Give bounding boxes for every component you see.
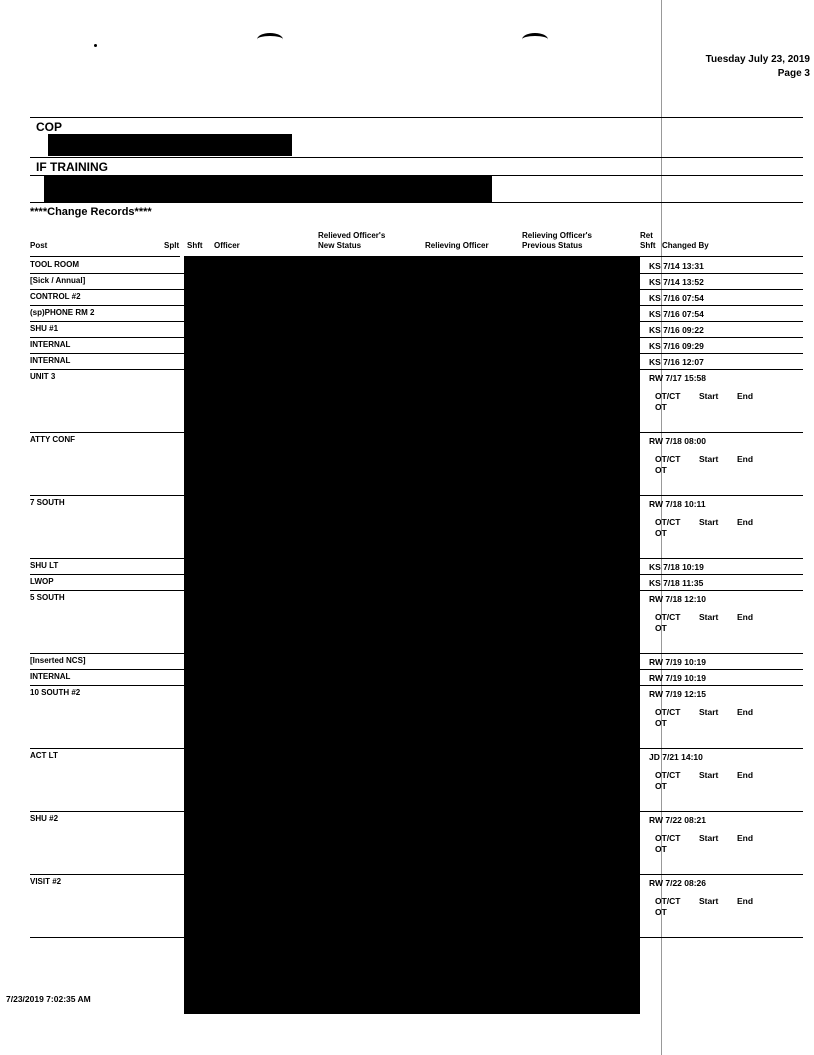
header-rule xyxy=(640,256,803,257)
ot-label-end: End xyxy=(737,707,754,717)
row-changed-by: RW 7/18 10:11 xyxy=(649,499,706,509)
ot-label-otct: OT/CT xyxy=(655,707,681,717)
row-divider xyxy=(640,669,803,670)
ot-ct-line xyxy=(655,454,767,465)
ot-label-otct: OT/CT xyxy=(655,454,681,464)
divider xyxy=(30,157,803,158)
ot-label-ot: OT xyxy=(655,528,667,538)
ot-label-ot: OT xyxy=(655,844,667,854)
col-header-line: Previous Status xyxy=(522,241,583,250)
redaction-block xyxy=(48,134,292,156)
ot-label-start: Start xyxy=(699,770,719,780)
ot-label-otct: OT/CT xyxy=(655,612,681,622)
col-header-line: Relieved Officer's xyxy=(318,231,386,240)
row-changed-by: KS 7/16 07:54 xyxy=(649,309,704,319)
row-divider xyxy=(640,321,803,322)
row-changed-by: KS 7/14 13:31 xyxy=(649,261,704,271)
ot-label-otct: OT/CT xyxy=(655,770,681,780)
row-post: TOOL ROOM xyxy=(30,260,80,269)
row-divider xyxy=(30,574,184,575)
col-header-shft: Shft xyxy=(187,241,203,250)
ot-label-ot: OT xyxy=(655,907,667,917)
row-divider xyxy=(30,305,184,306)
report-header xyxy=(706,53,810,81)
row-post: ATTY CONF xyxy=(30,435,76,444)
row-post: [Inserted NCS] xyxy=(30,656,86,665)
row-divider xyxy=(640,685,803,686)
ot-ct-block xyxy=(655,517,767,539)
row-divider xyxy=(640,874,803,875)
ot-label-ot: OT xyxy=(655,781,667,791)
row-divider xyxy=(30,558,184,559)
col-header-line: Relieving Officer's xyxy=(522,231,592,240)
ot-label-start: Start xyxy=(699,454,719,464)
col-header-ret-shft xyxy=(640,231,656,251)
row-divider xyxy=(30,337,184,338)
header-rule xyxy=(30,256,180,257)
ot-label-end: End xyxy=(737,896,754,906)
row-divider xyxy=(640,305,803,306)
row-divider xyxy=(30,653,184,654)
ot-ct-line xyxy=(655,391,767,402)
row-divider xyxy=(640,495,803,496)
row-divider xyxy=(30,369,184,370)
ot-label-otct: OT/CT xyxy=(655,833,681,843)
ot-label-ot: OT xyxy=(655,718,667,728)
row-changed-by: RW 7/19 12:15 xyxy=(649,689,707,699)
row-post: UNIT 3 xyxy=(30,372,56,381)
col-header-relieving-officer: Relieving Officer xyxy=(425,241,489,250)
ot-ct-line xyxy=(655,833,767,844)
redaction-block xyxy=(44,175,492,202)
hole-punch-mark-right xyxy=(522,33,548,46)
ot-ct-line xyxy=(655,612,767,623)
row-divider xyxy=(640,574,803,575)
row-changed-by: KS 7/16 12:07 xyxy=(649,357,704,367)
divider xyxy=(30,117,803,118)
row-divider xyxy=(30,669,184,670)
row-post: SHU LT xyxy=(30,561,59,570)
ot-label-ot: OT xyxy=(655,623,667,633)
ot-label-end: End xyxy=(737,391,754,401)
row-divider xyxy=(640,937,803,938)
ot-label-otct: OT/CT xyxy=(655,517,681,527)
speck-mark xyxy=(94,44,97,47)
row-post: 5 SOUTH xyxy=(30,593,65,602)
col-header-line: Shft xyxy=(640,241,656,250)
row-divider xyxy=(640,558,803,559)
col-header-officer: Officer xyxy=(214,241,240,250)
ot-label-end: End xyxy=(737,612,754,622)
row-changed-by: RW 7/22 08:21 xyxy=(649,815,707,825)
row-divider xyxy=(640,369,803,370)
ot-ct-block xyxy=(655,770,767,792)
col-header-splt: Splt xyxy=(164,241,180,250)
divider xyxy=(30,202,803,203)
row-changed-by: KS 7/18 10:19 xyxy=(649,562,704,572)
row-divider xyxy=(640,273,803,274)
ot-ct-block xyxy=(655,612,767,634)
ot-label-end: End xyxy=(737,517,754,527)
ot-ct-line xyxy=(655,517,767,528)
row-divider xyxy=(640,337,803,338)
row-divider xyxy=(30,353,184,354)
ot-label-ot: OT xyxy=(655,402,667,412)
row-post: INTERNAL xyxy=(30,672,71,681)
ot-ct-line xyxy=(655,770,767,781)
row-changed-by: JD 7/21 14:10 xyxy=(649,752,703,762)
row-changed-by: KS 7/14 13:52 xyxy=(649,277,704,287)
ot-ct-block xyxy=(655,896,767,918)
ot-label-start: Start xyxy=(699,517,719,527)
col-header-changed-by: Changed By xyxy=(662,241,709,250)
row-post: CONTROL #2 xyxy=(30,292,81,301)
ot-label-start: Start xyxy=(699,833,719,843)
row-divider xyxy=(30,874,184,875)
row-post: LWOP xyxy=(30,577,54,586)
row-divider xyxy=(640,289,803,290)
ot-ct-block xyxy=(655,833,767,855)
row-changed-by: RW 7/19 10:19 xyxy=(649,673,707,683)
row-divider xyxy=(640,590,803,591)
section-title-cop: COP xyxy=(36,120,63,134)
row-post: 10 SOUTH #2 xyxy=(30,688,81,697)
ot-label-end: End xyxy=(737,770,754,780)
row-post: (sp)PHONE RM 2 xyxy=(30,308,95,317)
change-records-title: ****Change Records**** xyxy=(30,206,152,218)
ot-label-otct: OT/CT xyxy=(655,391,681,401)
ot-label-otct: OT/CT xyxy=(655,896,681,906)
row-changed-by: RW 7/17 15:58 xyxy=(649,373,707,383)
report-date: Tuesday July 23, 2019 xyxy=(705,54,810,65)
redaction-block-table xyxy=(184,256,640,1014)
row-changed-by: RW 7/18 12:10 xyxy=(649,594,707,604)
row-changed-by: RW 7/22 08:26 xyxy=(649,878,707,888)
col-header-relieved-status xyxy=(318,231,385,251)
row-post: INTERNAL xyxy=(30,356,71,365)
ot-label-end: End xyxy=(737,454,754,464)
row-changed-by: RW 7/19 10:19 xyxy=(649,657,707,667)
ot-label-end: End xyxy=(737,833,754,843)
row-divider xyxy=(640,748,803,749)
row-changed-by: RW 7/18 08:00 xyxy=(649,436,707,446)
ot-ct-block xyxy=(655,454,767,476)
row-changed-by: KS 7/16 07:54 xyxy=(649,293,704,303)
footer-timestamp: 7/23/2019 7:02:35 AM xyxy=(6,994,91,1004)
ot-ct-line xyxy=(655,707,767,718)
ot-label-ot: OT xyxy=(655,465,667,475)
col-header-line: New Status xyxy=(318,241,362,250)
row-divider xyxy=(30,811,184,812)
row-divider xyxy=(30,495,184,496)
row-post: INTERNAL xyxy=(30,340,71,349)
row-post: SHU #1 xyxy=(30,324,59,333)
row-post: VISIT #2 xyxy=(30,877,62,886)
ot-ct-block xyxy=(655,707,767,729)
col-header-post: Post xyxy=(30,241,48,250)
row-divider xyxy=(30,590,184,591)
page-number: Page 3 xyxy=(777,68,810,79)
ot-label-start: Start xyxy=(699,612,719,622)
row-post: ACT LT xyxy=(30,751,58,760)
row-divider xyxy=(640,353,803,354)
row-divider xyxy=(30,937,184,938)
col-header-line: Ret xyxy=(640,231,653,240)
ot-label-start: Start xyxy=(699,391,719,401)
col-header-relieving-prev xyxy=(522,231,592,251)
row-divider xyxy=(30,289,184,290)
row-divider xyxy=(30,685,184,686)
row-divider xyxy=(30,432,184,433)
ot-ct-block xyxy=(655,391,767,413)
section-title-if-training: IF TRAINING xyxy=(36,160,108,174)
row-changed-by: KS 7/16 09:22 xyxy=(649,325,704,335)
row-divider xyxy=(30,273,184,274)
row-post: 7 SOUTH xyxy=(30,498,65,507)
row-changed-by: KS 7/18 11:35 xyxy=(649,578,704,588)
ot-ct-line xyxy=(655,896,767,907)
ot-label-start: Start xyxy=(699,896,719,906)
row-changed-by: KS 7/16 09:29 xyxy=(649,341,704,351)
ot-label-start: Start xyxy=(699,707,719,717)
row-divider xyxy=(640,432,803,433)
row-divider xyxy=(30,321,184,322)
row-divider xyxy=(640,811,803,812)
row-divider xyxy=(640,653,803,654)
row-post: [Sick / Annual] xyxy=(30,276,86,285)
row-divider xyxy=(30,748,184,749)
row-post: SHU #2 xyxy=(30,814,59,823)
hole-punch-mark-left xyxy=(257,33,283,46)
